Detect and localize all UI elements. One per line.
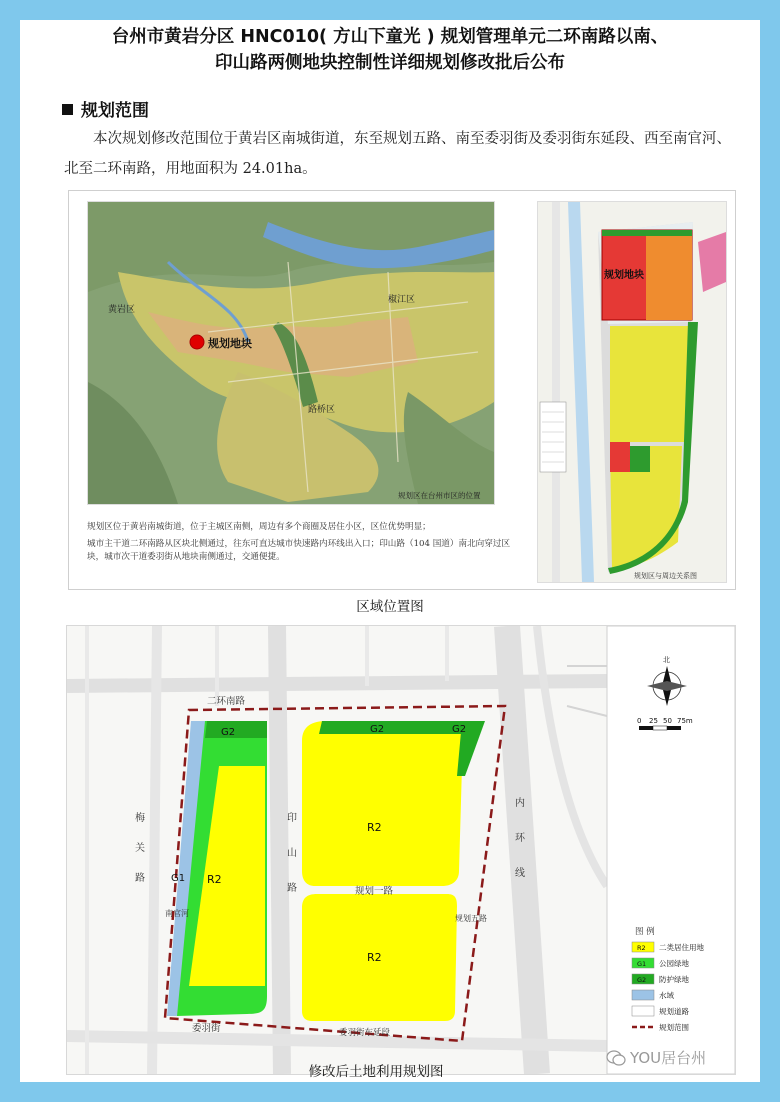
wechat-icon <box>606 1049 626 1067</box>
page-title <box>20 24 760 76</box>
watermark-text: YOU居台州 <box>630 1049 707 1067</box>
legend-item <box>632 974 689 984</box>
road-yinshan-1: 印 <box>287 813 297 824</box>
landuse-caption: 修改后土地利用规划图 <box>308 1064 444 1080</box>
legend-code: G2 <box>637 976 647 984</box>
landuse-map <box>67 626 735 1074</box>
legend-label: 防护绿地 <box>659 975 689 984</box>
road-weiyu-east: 委羽街东延段 <box>339 1028 391 1038</box>
location-panel <box>68 190 736 590</box>
road-neihuan-2: 环 <box>515 833 525 844</box>
road-neihuan-3: 线 <box>515 868 525 879</box>
legend-item <box>632 990 674 1000</box>
legend-item <box>632 958 689 968</box>
title-line-2: 印山路两侧地块控制性详细规划修改批后公布 <box>215 53 565 73</box>
road-yinshan-3: 路 <box>287 883 297 894</box>
label-r2-c: R2 <box>367 951 382 964</box>
map2-caption: 规划区与周边关系图 <box>634 572 697 580</box>
map1-label-site: 规划地块 <box>208 337 252 350</box>
label-g1: G1 <box>171 873 186 884</box>
road-guihua1: 规划一路 <box>355 886 394 897</box>
legend-label: 二类居住用地 <box>659 943 704 952</box>
legend-item <box>632 1006 689 1016</box>
road-weiyu: 委羽街 <box>192 1023 221 1034</box>
label-r2-b: R2 <box>367 821 382 834</box>
label-g2-b: G2 <box>370 724 385 735</box>
scale-0: 0 <box>637 717 642 725</box>
compass-label: 北 <box>663 656 670 664</box>
zone-g2-west <box>205 721 267 738</box>
map2-site-label: 规划地块 <box>604 270 644 281</box>
label-g2-a: G2 <box>221 727 236 738</box>
scale-50: 50 <box>663 717 672 725</box>
landuse-map-panel <box>66 625 736 1075</box>
notice-page <box>20 20 760 1082</box>
legend-title: 图 例 <box>635 927 655 937</box>
legend-item <box>632 942 704 952</box>
location-caption: 区域位置图 <box>356 599 424 615</box>
description-para-1: 规划区位于黄岩南城街道，位于主城区南侧，周边有多个商圈及居住小区，区位优势明显； <box>87 522 431 532</box>
section-body: 本次规划修改范围位于黄岩区南城街道，东至规划五路、南至委羽街及委羽街东延段、西至南官河、北至二环南路，用地面积为 24.01ha。 <box>64 131 731 177</box>
section-heading <box>62 96 149 121</box>
road-nanguan: 南官河 <box>165 909 189 918</box>
watermark <box>606 1047 706 1068</box>
legend-label: 水域 <box>659 991 674 1000</box>
scale-75m: 75m <box>677 717 693 725</box>
map1-label-luqiao: 路桥区 <box>308 405 336 415</box>
map1-label-huangyan: 黄岩区 <box>108 305 136 315</box>
scale-25: 25 <box>649 717 658 725</box>
road-meiguan-1: 梅 <box>135 813 145 824</box>
legend-label: 规划道路 <box>659 1007 689 1016</box>
label-g2-c: G2 <box>452 724 467 735</box>
zone-r2-ne <box>302 721 477 886</box>
road-meiguan-2: 关 <box>135 843 145 854</box>
legend-label: 规划范围 <box>659 1023 689 1032</box>
map1-label-jiaojiang: 椒江区 <box>388 295 416 305</box>
site-marker-icon <box>190 335 204 349</box>
square-bullet-icon <box>62 104 73 115</box>
legend-label: 公园绿地 <box>659 959 689 968</box>
road-guihua5: 规划五路 <box>455 914 487 923</box>
city-location-map <box>87 201 495 505</box>
surroundings-map <box>537 201 727 583</box>
road-north: 二环南路 <box>207 696 246 707</box>
road-yinshan-2: 山 <box>287 848 297 859</box>
map1-caption: 规划区在台州市区的位置 <box>398 491 481 500</box>
section-heading-text: 规划范围 <box>81 101 149 121</box>
legend-code: R2 <box>637 944 646 952</box>
legend-code: G1 <box>637 960 647 968</box>
title-line-1: 台州市黄岩分区 HNC010( 方山下童光 ) 规划管理单元二环南路以南、 <box>111 27 669 47</box>
location-description <box>87 521 527 568</box>
label-r2-a: R2 <box>207 873 222 886</box>
road-meiguan-3: 路 <box>135 873 145 884</box>
road-neihuan-1: 内 <box>515 798 525 809</box>
description-para-2: 城市主干道二环南路从区块北侧通过，往东可直达城市快速路内环线出入口；印山路（104 国道）南北向穿过区块，城市次干道委羽街从地块南侧通过，交通便捷。 <box>87 539 511 562</box>
